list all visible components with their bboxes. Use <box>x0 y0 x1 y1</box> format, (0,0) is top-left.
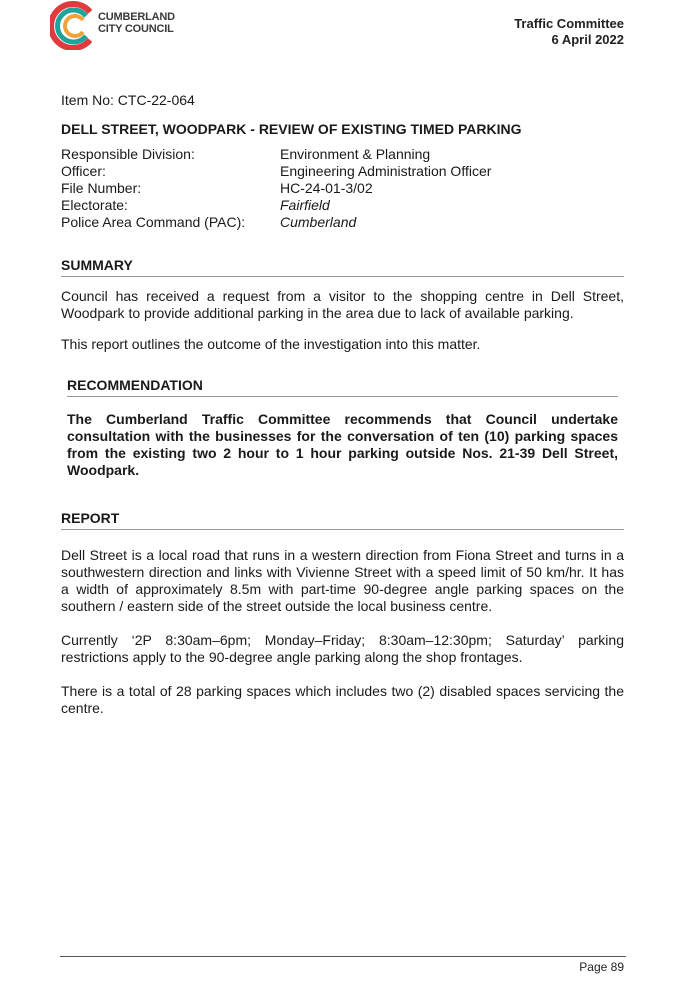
footer-divider <box>60 956 626 957</box>
summary-heading: SUMMARY <box>61 257 624 277</box>
header-meta <box>514 16 624 48</box>
report-paragraph-2: Currently ‘2P 8:30am–6pm; Monday–Friday; 8:30am–12:30pm; Saturday’ parking restrictions apply to the 90-degree angle parking along the shop frontages. <box>61 632 624 665</box>
meta-key: Officer: <box>61 163 106 179</box>
council-logo-icon <box>50 0 98 50</box>
meta-value: Environment & Planning <box>280 146 431 162</box>
meta-row <box>61 146 491 163</box>
report-metadata <box>61 146 491 231</box>
meta-value: HC-24-01-3/02 <box>280 180 373 196</box>
meta-row <box>61 180 491 197</box>
meta-value: Engineering Administration Officer <box>280 163 492 179</box>
meta-row <box>61 214 491 231</box>
report-heading: REPORT <box>61 510 624 530</box>
report-paragraph-1: Dell Street is a local road that runs in a western direction from Fiona Street and turns in a southwestern direction and links with Vivienne Street with a speed limit of 50 km/hr. It has a width of approximately 8.5m with part-time 90-degree angle parking spaces on the southern / eastern side of the street outside the local business centre. <box>61 547 624 614</box>
meta-value: Cumberland <box>280 214 357 230</box>
meta-key: Electorate: <box>61 197 128 213</box>
committee-name: Traffic Committee <box>514 16 624 31</box>
summary-paragraph-2: This report outlines the outcome of the investigation into this matter. <box>61 336 481 352</box>
logo-wordmark <box>98 11 175 35</box>
page-number: Page 89 <box>579 960 624 974</box>
logo-line-1: CUMBERLAND <box>98 11 175 23</box>
meta-row <box>61 163 491 180</box>
meta-key: Responsible Division: <box>61 146 195 162</box>
recommendation-section <box>67 377 618 479</box>
meta-key: File Number: <box>61 180 142 196</box>
recommendation-body: The Cumberland Traffic Committee recommends that Council undertake consultation with the businesses for the conversation of ten (10) parking spaces from the existing two 2 hour to 1 hour parking outside Nos. 21-39 Dell Street, Woodpark. <box>67 411 618 478</box>
meta-value: Fairfield <box>280 197 330 213</box>
report-title: DELL STREET, WOODPARK - REVIEW OF EXISTING TIMED PARKING <box>61 121 522 137</box>
council-logo <box>50 0 220 52</box>
recommendation-heading: RECOMMENDATION <box>67 377 618 397</box>
logo-line-2: CITY COUNCIL <box>98 23 174 35</box>
summary-paragraph-1: Council has received a request from a visitor to the shopping centre in Dell Street, Woodpark to provide additional parking in the area due to lack of available parking. <box>61 288 624 321</box>
item-number: Item No: CTC-22-064 <box>61 92 195 108</box>
meta-key: Police Area Command (PAC): <box>61 214 246 230</box>
meeting-date: 6 April 2022 <box>551 32 624 47</box>
report-body <box>61 92 624 717</box>
meta-row <box>61 197 491 214</box>
report-paragraph-3: There is a total of 28 parking spaces which includes two (2) disabled spaces servicing the centre. <box>61 683 624 716</box>
